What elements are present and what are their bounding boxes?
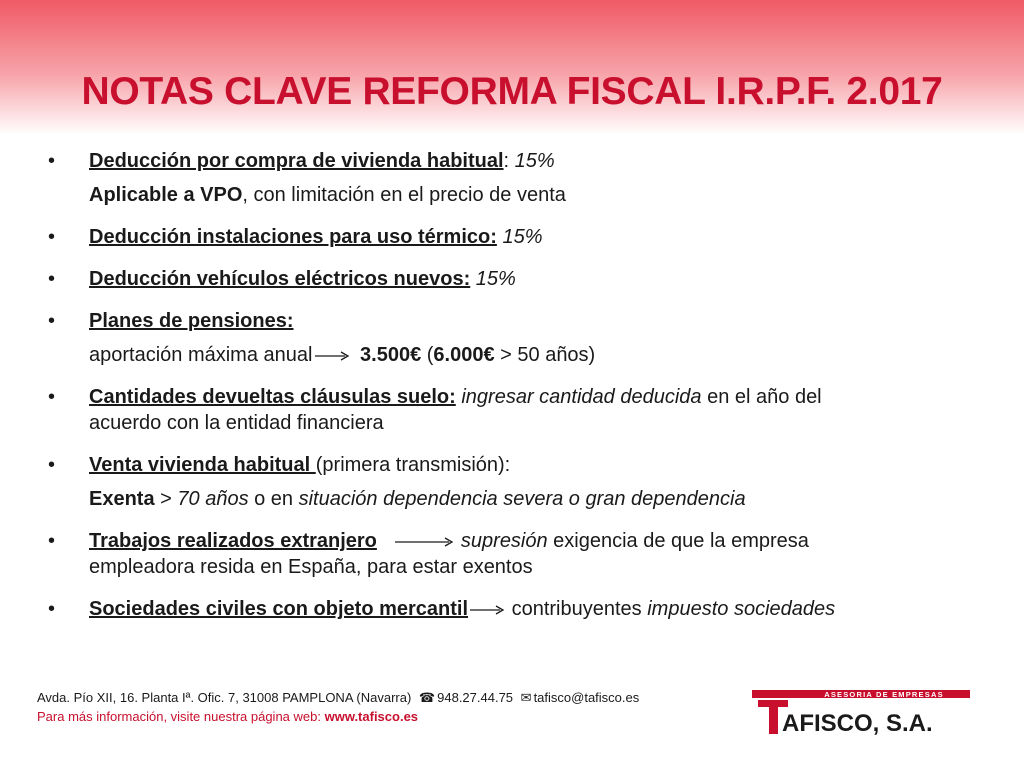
footer-web: [37, 707, 639, 726]
arrow-right-icon: [395, 536, 455, 548]
arrow-right-icon: [470, 604, 506, 616]
footer-address: Avda. Pío XII, 16. Planta Iª. Ofic. 7, 31008 PAMPLONA (Navarra): [37, 690, 412, 705]
item-text: (: [421, 344, 434, 366]
footer: [37, 688, 639, 726]
item-rate: 15%: [475, 268, 516, 290]
item-heading: Deducción vehículos eléctricos nuevos:: [89, 268, 471, 290]
arrow-right-icon: [315, 350, 351, 362]
footer-email[interactable]: tafisco@tafisco.es: [533, 690, 640, 705]
item-heading: Deducción por compra de vivienda habitual: [89, 150, 504, 172]
item-amount: 3.500€: [354, 344, 422, 366]
item-text: o en: [248, 488, 299, 510]
item-detail-italic: ingresar cantidad deducida: [461, 386, 702, 408]
item-text: exigencia de que la empresa: [547, 530, 809, 552]
item-rate: 15%: [502, 226, 543, 248]
item-heading: Planes de pensiones:: [89, 310, 294, 332]
item-detail-italic: impuesto sociedades: [647, 598, 836, 620]
item-heading: Cantidades devueltas cláusulas suelo:: [89, 386, 456, 408]
page-title: NOTAS CLAVE REFORMA FISCAL I.R.P.F. 2.017: [81, 70, 943, 113]
phone-icon: ☎: [418, 690, 436, 705]
item-detail-italic: supresión: [460, 530, 548, 552]
footer-phone: 948.27.44.75: [437, 690, 514, 705]
list-item: [48, 308, 968, 368]
item-detail-bold: Aplicable a VPO: [89, 184, 243, 206]
footer-web-prefix: Para más información, visite nuestra página web:: [37, 709, 325, 724]
list-item: [48, 224, 968, 250]
item-detail-bold: Exenta: [89, 488, 155, 510]
footer-web-link[interactable]: www.tafisco.es: [324, 709, 419, 724]
tafisco-logo: [752, 686, 970, 738]
footer-contact: [37, 688, 639, 707]
list-item: [48, 596, 968, 622]
item-rate: 15%: [514, 150, 555, 172]
svg-text:ASESORIA DE EMPRESAS: ASESORIA DE EMPRESAS: [824, 690, 944, 699]
logo-name: AFISCO, S.A.: [782, 710, 933, 737]
item-text: acuerdo con la entidad financiera: [89, 412, 384, 434]
item-text: (primera transmisión):: [315, 454, 511, 476]
item-heading: Trabajos realizados extranjero: [89, 530, 377, 552]
item-heading: Deducción instalaciones para uso térmico:: [89, 226, 497, 248]
list-item: [48, 148, 968, 208]
item-detail-italic: 70 años: [177, 488, 249, 510]
list-item: [48, 528, 968, 580]
item-text: :: [503, 150, 515, 172]
envelope-icon: ✉: [520, 690, 532, 705]
key-notes-list: [48, 148, 968, 638]
item-text: en el año del: [701, 386, 822, 408]
list-item: [48, 452, 968, 512]
item-detail: aportación máxima anual: [89, 344, 313, 366]
item-amount: 6.000€: [433, 344, 495, 366]
item-detail-italic: situación dependencia severa o gran dependencia: [298, 488, 746, 510]
item-text: empleadora resida en España, para estar exentos: [89, 556, 533, 578]
list-item: [48, 266, 968, 292]
item-text: > 50 años): [494, 344, 596, 366]
item-heading: Sociedades civiles con objeto mercantil: [89, 598, 469, 620]
list-item: [48, 384, 968, 436]
item-heading: Venta vivienda habitual: [89, 454, 316, 476]
title-banner: [0, 0, 1024, 135]
item-text: >: [154, 488, 178, 510]
item-detail: , con limitación en el precio de venta: [242, 184, 566, 206]
item-text: contribuyentes: [506, 598, 648, 620]
